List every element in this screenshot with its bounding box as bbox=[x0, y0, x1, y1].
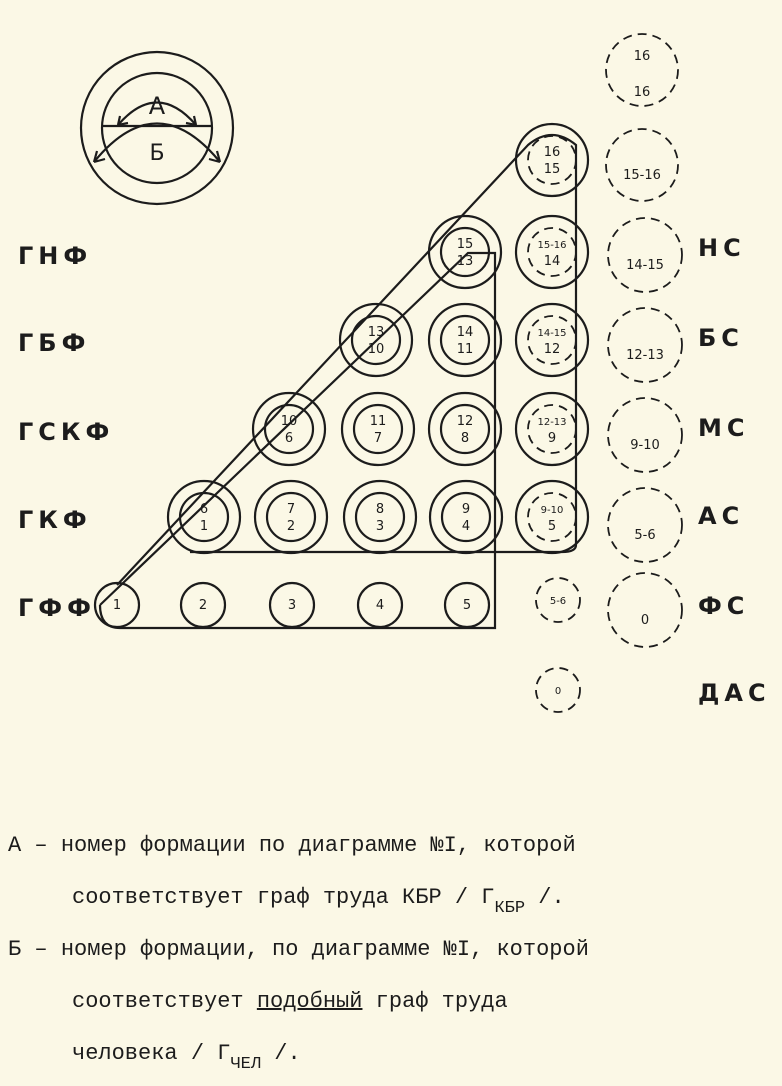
circle-outer-ring bbox=[429, 304, 501, 376]
circle-outer-ring bbox=[344, 481, 416, 553]
dashed-value: 14-15 bbox=[626, 258, 664, 273]
circle-outer-ring bbox=[430, 481, 502, 553]
circle-value-top: 7 bbox=[286, 502, 296, 517]
formation-circle bbox=[430, 481, 502, 553]
circle-number: 1 bbox=[112, 598, 122, 613]
circle-value-top: 10 bbox=[280, 414, 298, 429]
circle-value-top: 15 bbox=[456, 237, 474, 252]
dashed-formation-circle bbox=[608, 488, 682, 562]
formation-circle bbox=[358, 583, 402, 627]
formation-circle bbox=[342, 393, 414, 465]
legend-b-line1 bbox=[8, 930, 778, 982]
circle-value-bottom: 7 bbox=[373, 431, 383, 446]
circle-value-top: 13 bbox=[367, 325, 385, 340]
dashed-ring bbox=[608, 218, 682, 292]
row-label: ГНФ bbox=[18, 242, 93, 270]
dashed-value: 9-10 bbox=[630, 438, 660, 453]
formation-circle bbox=[255, 481, 327, 553]
circle-value-top: 9 bbox=[461, 502, 471, 517]
legend-b-prefix: Б – bbox=[8, 937, 48, 962]
dashed-ring bbox=[608, 308, 682, 382]
circle-value-bottom: 12 bbox=[543, 342, 561, 357]
legend-b-end: /. bbox=[261, 1041, 301, 1066]
row-labels bbox=[18, 242, 114, 622]
circle-value-bottom: 5 bbox=[547, 519, 557, 534]
circle-value-bottom: 8 bbox=[460, 431, 470, 446]
circle-value-top: 16 bbox=[543, 145, 561, 160]
formation-circle bbox=[181, 583, 225, 627]
key-letter-a: А bbox=[148, 92, 166, 120]
circle-value-top: 11 bbox=[369, 414, 387, 429]
dashed-value: 5-6 bbox=[634, 528, 656, 543]
stage-label: ДАС bbox=[698, 679, 771, 707]
dashed-ring bbox=[608, 573, 682, 647]
circle-value-bottom: 4 bbox=[461, 519, 471, 534]
formation-circle bbox=[445, 583, 489, 627]
formation-circle bbox=[344, 481, 416, 553]
circle-value-bottom: 10 bbox=[367, 342, 385, 357]
circle-value-bottom: 6 bbox=[284, 431, 294, 446]
dashed-value-top: 16 bbox=[633, 49, 651, 64]
circle-value-top: 9-10 bbox=[540, 505, 564, 516]
legend-a-sub: КБР bbox=[494, 899, 526, 918]
connector-lines bbox=[100, 135, 576, 628]
circle-value-top: 12-13 bbox=[537, 417, 567, 428]
formation-circle bbox=[516, 481, 588, 553]
legend-b-sub: ЧЕЛ bbox=[230, 1055, 262, 1074]
dashed-ring bbox=[606, 129, 678, 201]
formation-circle bbox=[270, 583, 314, 627]
dashed-value: 0 bbox=[554, 686, 562, 697]
legend-b-text1: номер формации, по диаграмме №I, которой bbox=[60, 937, 589, 962]
circle-outer-ring bbox=[516, 304, 588, 376]
dashed-ring bbox=[608, 488, 682, 562]
dashed-formation-circle bbox=[608, 398, 682, 472]
dashed-value: 0 bbox=[640, 613, 650, 628]
dashed-formation-circle bbox=[608, 308, 682, 382]
legend-b-text3: человека / Г bbox=[72, 1041, 231, 1066]
circle-outer-ring bbox=[342, 393, 414, 465]
circle-outer-ring bbox=[516, 216, 588, 288]
legend-b-line2 bbox=[8, 982, 778, 1034]
stage-label: БС bbox=[698, 324, 744, 352]
circle-value-bottom: 3 bbox=[375, 519, 385, 534]
formation-circle bbox=[429, 304, 501, 376]
legend bbox=[8, 826, 778, 1086]
circle-value-top: 8 bbox=[375, 502, 385, 517]
legend-a-text2: соответствует граф труда КБР / Г bbox=[72, 885, 495, 910]
dashed-formation-circle bbox=[606, 129, 678, 201]
row-label: ГФФ bbox=[18, 594, 96, 622]
formation-circle bbox=[516, 393, 588, 465]
formation-circle bbox=[516, 216, 588, 288]
circle-value-top: 12 bbox=[456, 414, 474, 429]
circle-value-bottom: 15 bbox=[543, 162, 561, 177]
legend-b-line3 bbox=[8, 1034, 778, 1086]
key-circle bbox=[81, 52, 233, 204]
stage-label: НС bbox=[698, 234, 746, 262]
dashed-formation-circle bbox=[536, 578, 580, 622]
legend-b-text2-post: граф труда bbox=[362, 989, 508, 1014]
key-letter-b: Б bbox=[149, 141, 165, 166]
dashed-formation-circle bbox=[608, 573, 682, 647]
legend-a-end: /. bbox=[525, 885, 565, 910]
dashed-value: 15-16 bbox=[623, 168, 661, 183]
legend-b-underlined: подобный bbox=[256, 989, 363, 1014]
dashed-value: 12-13 bbox=[626, 348, 664, 363]
circle-number: 5 bbox=[462, 598, 472, 613]
dashed-ring bbox=[608, 398, 682, 472]
circle-number: 3 bbox=[287, 598, 297, 613]
circle-value-top: 15-16 bbox=[537, 240, 567, 251]
circle-value-bottom: 1 bbox=[199, 519, 209, 534]
dashed-value-bottom: 16 bbox=[633, 85, 651, 100]
dashed-formation-circle bbox=[536, 668, 580, 712]
circle-value-bottom: 11 bbox=[456, 342, 474, 357]
circle-value-bottom: 9 bbox=[547, 431, 557, 446]
dashed-formation-circle bbox=[608, 218, 682, 292]
legend-a-line2 bbox=[8, 878, 778, 930]
formation-circle bbox=[516, 304, 588, 376]
stage-label: АС bbox=[698, 502, 745, 530]
stage-labels bbox=[698, 234, 771, 707]
row-label: ГСКФ bbox=[18, 418, 115, 446]
legend-b-text2-pre: соответствует bbox=[72, 989, 257, 1014]
circle-outer-ring bbox=[516, 481, 588, 553]
circle-value-top: 14-15 bbox=[537, 328, 567, 339]
legend-a-prefix: А – bbox=[8, 833, 48, 858]
circle-value-bottom: 13 bbox=[456, 254, 474, 269]
row-label: ГБФ bbox=[18, 329, 91, 357]
stage-label: МС bbox=[698, 414, 750, 442]
circle-value-top: 6 bbox=[199, 502, 209, 517]
row-label: ГКФ bbox=[18, 506, 92, 534]
formation-circle bbox=[429, 393, 501, 465]
circle-value-top: 14 bbox=[456, 325, 474, 340]
circle-value-bottom: 2 bbox=[286, 519, 296, 534]
dashed-formation-circle bbox=[606, 34, 678, 106]
circle-value-bottom: 14 bbox=[543, 254, 561, 269]
circle-outer-ring bbox=[516, 393, 588, 465]
circle-number: 2 bbox=[198, 598, 208, 613]
circle-outer-ring bbox=[429, 393, 501, 465]
circle-number: 4 bbox=[375, 598, 385, 613]
dashed-value: 5-6 bbox=[549, 596, 567, 607]
stage-label: ФС bbox=[698, 592, 750, 620]
legend-a-text1: номер формации по диаграмме №I, которой bbox=[60, 833, 576, 858]
circle-outer-ring bbox=[255, 481, 327, 553]
legend-a-line1 bbox=[8, 826, 778, 878]
